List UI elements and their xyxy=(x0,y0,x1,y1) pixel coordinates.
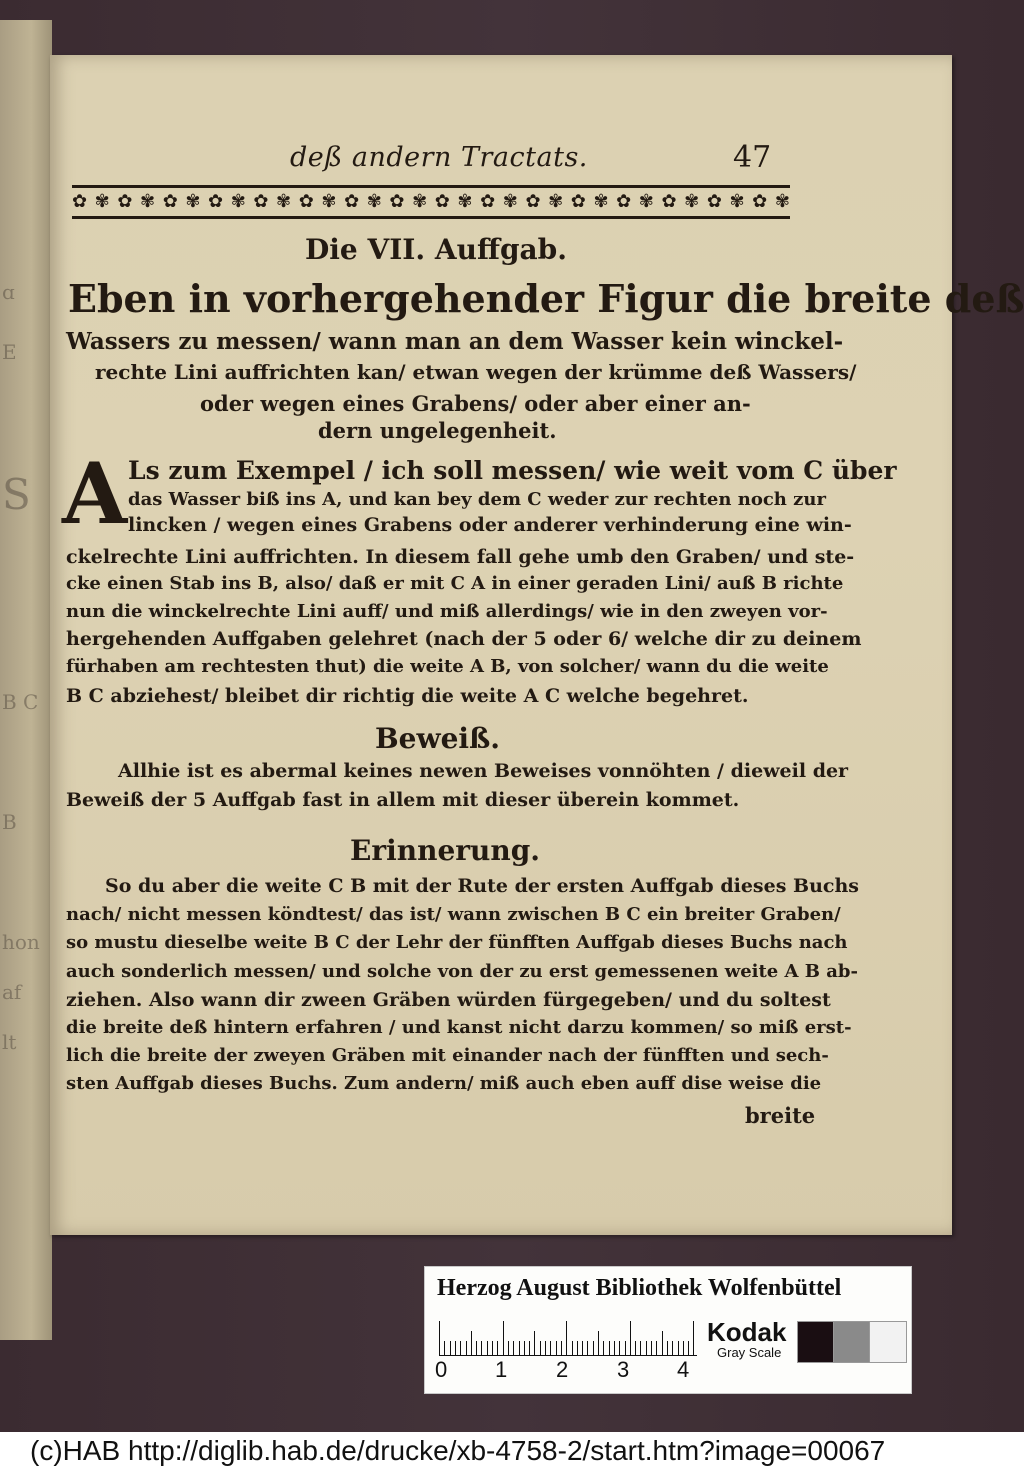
text-line: lich die breite der zweyen Gräben mit einander nach der fünfften und sech- xyxy=(66,1045,829,1066)
text-line: So du aber die weite C B mit der Rute der ersten Auffgab dieses Buchs xyxy=(105,875,859,897)
footer-bar xyxy=(0,1432,1024,1473)
ruler-tick xyxy=(450,1341,451,1355)
text-line: Ls zum Exempel / ich soll messen/ wie weit vom C über xyxy=(128,456,897,485)
text-line: Beweiß der 5 Auffgab fast in allem mit dieser überein kommet. xyxy=(66,789,740,811)
ruler-tick xyxy=(529,1341,530,1355)
text-line: sten Auffgab dieses Buchs. Zum andern/ miß auch eben auff dise weise die xyxy=(66,1073,822,1094)
text-line: so mustu dieselbe weite B C der Lehr der fünfften Auffgab dieses Buchs nach xyxy=(66,932,848,953)
ruler-tick xyxy=(481,1341,482,1355)
page-number: 47 xyxy=(733,140,772,175)
ruler-tick xyxy=(619,1341,620,1355)
text-line: ziehen. Also wann dir zween Gräben würden fürgegeben/ und du soltest xyxy=(66,989,831,1011)
section-heading-erinnerung: Erinnerung. xyxy=(350,834,541,867)
section-heading-beweis: Beweiß. xyxy=(375,722,501,755)
library-name: Herzog August Bibliothek Wolfenbüttel xyxy=(437,1275,842,1301)
ruler-tick xyxy=(534,1331,535,1355)
ruler-tick xyxy=(587,1341,588,1355)
gray-swatch-mid xyxy=(833,1321,871,1363)
library-color-card xyxy=(424,1266,912,1394)
ruler-tick xyxy=(545,1341,546,1355)
title-line: dern ungelegenheit. xyxy=(318,418,557,443)
ruler-tick xyxy=(497,1341,498,1355)
ruler-tick xyxy=(471,1331,472,1355)
problem-heading: Die VII. Auffgab. xyxy=(305,233,568,266)
ruler-tick xyxy=(651,1341,652,1355)
ruler-tick xyxy=(635,1341,636,1355)
ruler-tick xyxy=(656,1341,657,1355)
ruler-tick xyxy=(577,1341,578,1355)
ruler-tick xyxy=(688,1341,689,1355)
ruler-tick xyxy=(550,1341,551,1355)
text-line: nun die winckelrechte Lini auff/ und miß allerdings/ wie in den zweyen vor- xyxy=(66,601,828,622)
ruler-tick xyxy=(614,1341,615,1355)
ruler-tick xyxy=(540,1341,541,1355)
ruler-tick xyxy=(513,1341,514,1355)
text-line: hergehenden Auffgaben gelehret (nach der 5 oder 6/ welche dir zu deinem xyxy=(66,628,862,650)
title-line: oder wegen eines Grabens/ oder aber einer an- xyxy=(200,391,751,416)
gray-scale-label: Gray Scale xyxy=(717,1345,782,1360)
ruler-tick xyxy=(683,1341,684,1355)
ruler-tick xyxy=(492,1341,493,1355)
text-line: ckelrechte Lini auffrichten. In diesem fall gehe umb den Graben/ und ste- xyxy=(66,546,855,568)
ruler-tick xyxy=(582,1341,583,1355)
ruler-tick xyxy=(662,1331,663,1355)
ruler-tick xyxy=(646,1341,647,1355)
ruler-tick xyxy=(455,1341,456,1355)
ruler-tick xyxy=(609,1341,610,1355)
ruler-number: 3 xyxy=(617,1357,630,1382)
ruler-tick xyxy=(693,1321,694,1355)
title-line: Wassers zu messen/ wann man an dem Wasser kein winckel- xyxy=(66,328,844,355)
ruler-tick xyxy=(460,1341,461,1355)
ruler-tick xyxy=(524,1341,525,1355)
ornament-border: ✿ ✾ ✿ ✾ ✿ ✾ ✿ ✾ ✿ ✾ ✿ ✾ ✿ ✾ ✿ ✾ ✿ ✾ ✿ ✾ ✿ ✾ ✿ ✾ ✿ ✾ ✿ ✾ ✿ ✾ ✿ ✾ xyxy=(72,185,790,219)
ruler-number: 0 xyxy=(435,1357,448,1382)
text-line: die breite deß hintern erfahren / und kanst nicht darzu kommen/ so miß erst- xyxy=(66,1017,852,1038)
title-line: Eben in vorhergehender Figur die breite deß xyxy=(68,276,1024,321)
kodak-brand: Kodak xyxy=(707,1317,787,1347)
ruler-tick xyxy=(603,1341,604,1355)
ruler-number: 1 xyxy=(495,1357,508,1382)
ruler-tick xyxy=(503,1321,504,1355)
ruler-tick xyxy=(566,1321,567,1355)
ruler-tick xyxy=(556,1341,557,1355)
text-line: das Wasser biß ins A, und kan bey dem C weder zur rechten noch zur xyxy=(128,489,826,510)
text-line: auch sonderlich messen/ und solche von der zu erst gemessenen weite A B ab- xyxy=(66,961,858,982)
ruler-tick xyxy=(593,1341,594,1355)
ruler-tick xyxy=(598,1331,599,1355)
ruler-tick xyxy=(672,1341,673,1355)
ruler-tick xyxy=(439,1321,440,1355)
gray-swatch-dark xyxy=(797,1321,835,1363)
title-line: rechte Lini auffrichten kan/ etwan wegen der krümme deß Wassers/ xyxy=(95,360,857,384)
text-line: B C abziehest/ bleibet dir richtig die weite A C welche begehret. xyxy=(66,685,749,707)
ruler-tick xyxy=(444,1341,445,1355)
ruler-tick xyxy=(466,1341,467,1355)
text-line: lincken / wegen eines Grabens oder anderer verhinderung eine win- xyxy=(128,514,852,536)
ruler-tick xyxy=(519,1341,520,1355)
ruler-tick xyxy=(508,1341,509,1355)
ruler-tick xyxy=(625,1341,626,1355)
left-page-edge: ɑ E S B C B hon af lt xyxy=(0,20,52,1340)
ruler-tick xyxy=(678,1341,679,1355)
source-url: (c)HAB http://diglib.hab.de/drucke/xb-4758-2/start.htm?image=00067 xyxy=(30,1435,886,1466)
ruler-tick xyxy=(476,1341,477,1355)
scale-ruler xyxy=(439,1317,697,1356)
drop-capital: A xyxy=(62,444,128,543)
ruler-tick xyxy=(572,1341,573,1355)
ruler-tick xyxy=(487,1341,488,1355)
text-line: nach/ nicht messen köndtest/ das ist/ wann zwischen B C ein breiter Graben/ xyxy=(66,904,841,925)
running-head: deß andern Tractats. xyxy=(290,142,588,173)
text-line: cke einen Stab ins B, also/ daß er mit C A in einer geraden Lini/ auß B richte xyxy=(66,573,844,594)
gray-swatch-light xyxy=(869,1321,907,1363)
ruler-tick xyxy=(667,1341,668,1355)
ruler-tick xyxy=(561,1341,562,1355)
ruler-number: 4 xyxy=(677,1357,690,1382)
ruler-tick xyxy=(630,1321,631,1355)
ruler-number: 2 xyxy=(556,1357,569,1382)
catchword: breite xyxy=(745,1103,816,1128)
ruler-tick xyxy=(640,1341,641,1355)
text-line: Allhie ist es abermal keines newen Beweises vonnöhten / dieweil der xyxy=(118,760,849,782)
text-line: fürhaben am rechtesten thut) die weite A B, von solcher/ wann du die weite xyxy=(66,656,829,677)
